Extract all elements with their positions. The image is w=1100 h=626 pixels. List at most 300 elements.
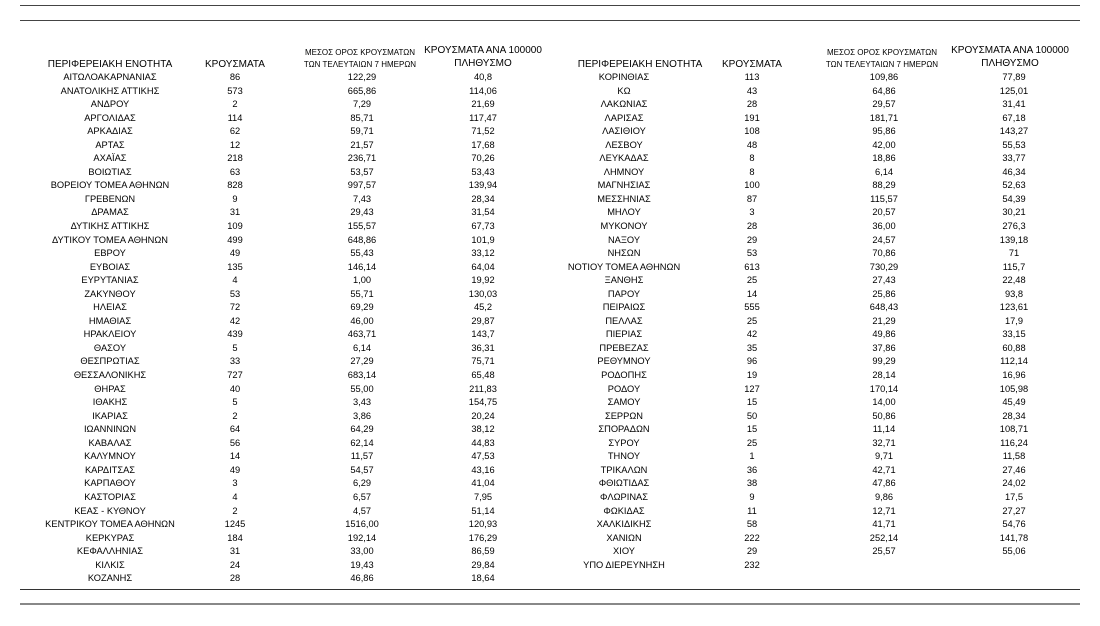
right-cell-per-100k: 52,63 xyxy=(1002,180,1026,191)
right-cell-region: ΠΕΛΛΑΣ xyxy=(605,315,643,326)
left-cell-avg-7d: 7,29 xyxy=(352,99,372,110)
left-cell-cases: 14 xyxy=(229,451,241,462)
right-cell-per-100k: 27,27 xyxy=(1002,505,1026,516)
left-cell-cases: 56 xyxy=(229,437,241,448)
right-header-avg-line1: ΜΕΣΟΣ ΟΡΟΣ ΚΡΟΥΣΜΑΤΩΝ xyxy=(826,48,938,57)
right-cell-avg-7d: 170,14 xyxy=(869,383,899,394)
left-cell-avg-7d: 55,00 xyxy=(350,383,374,394)
right-cell-cases: 9 xyxy=(749,491,755,502)
left-cell-region: ΚΕΦΑΛΛΗΝΙΑΣ xyxy=(76,546,144,557)
left-cell-per-100k: 53,43 xyxy=(471,166,495,177)
right-cell-avg-7d: 21,29 xyxy=(872,315,896,326)
left-cell-cases: 63 xyxy=(229,166,241,177)
right-cell-avg-7d: 20,57 xyxy=(872,207,896,218)
right-table-row xyxy=(0,139,1100,153)
right-cell-avg-7d: 64,86 xyxy=(872,85,896,96)
right-table-row xyxy=(0,301,1100,315)
right-cell-avg-7d: 41,71 xyxy=(872,519,896,530)
left-cell-avg-7d: 665,86 xyxy=(347,85,377,96)
left-cell-per-100k: 29,87 xyxy=(471,315,495,326)
right-cell-per-100k: 125,01 xyxy=(999,85,1029,96)
left-cell-cases: 573 xyxy=(227,85,243,96)
right-cell-avg-7d: 28,14 xyxy=(872,370,896,381)
right-cell-region: ΛΕΣΒΟΥ xyxy=(605,139,643,150)
left-cell-avg-7d: 122,29 xyxy=(347,72,377,82)
left-cell-per-100k: 43,16 xyxy=(471,464,495,475)
right-table-row xyxy=(0,125,1100,139)
right-cell-region: ΦΛΩΡΙΝΑΣ xyxy=(599,491,649,502)
left-cell-per-100k: 67,73 xyxy=(471,221,495,232)
left-cell-cases: 49 xyxy=(229,248,241,259)
right-cell-cases: 15 xyxy=(746,397,758,408)
right-cell-region: ΣΠΟΡΑΔΩΝ xyxy=(598,424,650,435)
right-cell-region: ΠΡΕΒΕΖΑΣ xyxy=(599,342,649,353)
left-cell-cases: 109 xyxy=(227,221,243,232)
left-cell-per-100k: 70,26 xyxy=(471,153,495,164)
right-table-body xyxy=(0,71,1100,572)
left-cell-avg-7d: 463,71 xyxy=(347,329,377,340)
right-cell-region: ΚΟΡΙΝΘΙΑΣ xyxy=(598,72,650,82)
left-cell-per-100k: 75,71 xyxy=(471,356,495,367)
right-cell-avg-7d: 95,86 xyxy=(872,126,896,137)
right-table-row xyxy=(0,545,1100,559)
left-cell-region: ΕΥΡΥΤΑΝΙΑΣ xyxy=(81,275,139,286)
left-cell-avg-7d: 46,00 xyxy=(350,315,374,326)
left-cell-region: ΚΟΖΑΝΗΣ xyxy=(87,573,133,584)
table-bottom-rule xyxy=(20,589,1080,590)
left-cell-cases: 12 xyxy=(229,139,241,150)
right-cell-cases: 108 xyxy=(744,126,760,137)
right-header-region: ΠΕΡΙΦΕΡΕΙΑΚΗ ΕΝΟΤΗΤΑ xyxy=(577,59,703,70)
right-cell-per-100k: 17,9 xyxy=(1004,315,1024,326)
right-cell-per-100k: 28,34 xyxy=(1002,410,1026,421)
right-cell-per-100k: 115,7 xyxy=(1002,261,1026,272)
right-cell-cases: 29 xyxy=(746,546,758,557)
right-cell-cases: 8 xyxy=(749,153,755,164)
left-cell-avg-7d: 7,43 xyxy=(352,193,372,204)
right-cell-avg-7d: 99,29 xyxy=(872,356,896,367)
left-cell-region: ΒΟΡΕΙΟΥ ΤΟΜΕΑ ΑΘΗΝΩΝ xyxy=(50,180,170,191)
right-cell-region: ΛΗΜΝΟΥ xyxy=(603,166,645,177)
left-cell-per-100k: 117,47 xyxy=(469,112,497,123)
right-cell-per-100k: 17,5 xyxy=(1004,491,1024,502)
left-cell-avg-7d: 146,14 xyxy=(347,261,377,272)
left-cell-avg-7d: 55,71 xyxy=(350,288,374,299)
right-cell-avg-7d: 70,86 xyxy=(872,248,896,259)
left-cell-cases: 3 xyxy=(232,478,238,489)
right-cell-per-100k: 46,34 xyxy=(1002,166,1026,177)
right-table-row xyxy=(0,532,1100,546)
left-cell-region: ΘΕΣΠΡΩΤΙΑΣ xyxy=(80,356,140,367)
left-cell-region: ΒΟΙΩΤΙΑΣ xyxy=(88,166,132,177)
left-cell-per-100k: 101,9 xyxy=(471,234,495,245)
left-cell-per-100k: 7,95 xyxy=(473,491,493,502)
left-cell-region: ΑΡΚΑΔΙΑΣ xyxy=(87,126,133,137)
right-cell-region: ΣΥΡΟΥ xyxy=(608,437,640,448)
right-table-row xyxy=(0,464,1100,478)
right-cell-per-100k: 54,76 xyxy=(1002,519,1026,530)
right-cell-region: ΦΩΚΙΔΑΣ xyxy=(603,505,645,516)
left-cell-region: ΚΑΛΥΜΝΟΥ xyxy=(84,451,136,462)
left-cell-cases: 184 xyxy=(227,532,243,543)
right-table-row xyxy=(0,315,1100,329)
right-cell-avg-7d: 25,86 xyxy=(872,288,896,299)
left-cell-region: ΔΥΤΙΚΟΥ ΤΟΜΕΑ ΑΘΗΝΩΝ xyxy=(51,234,169,245)
left-cell-cases: 114 xyxy=(227,112,243,123)
left-cell-avg-7d: 69,29 xyxy=(350,302,374,313)
right-cell-cases: 96 xyxy=(746,356,758,367)
right-cell-cases: 42 xyxy=(746,329,758,340)
left-cell-avg-7d: 236,71 xyxy=(347,153,377,164)
right-cell-per-100k: 60,88 xyxy=(1002,342,1026,353)
right-cell-avg-7d: 109,86 xyxy=(869,72,899,82)
left-cell-cases: 2 xyxy=(232,410,238,421)
left-cell-per-100k: 211,83 xyxy=(469,383,497,394)
right-table-row xyxy=(0,477,1100,491)
right-cell-cases: 28 xyxy=(746,99,758,110)
right-cell-cases: 100 xyxy=(744,180,760,191)
left-header-avg-line2: ΤΩΝ ΤΕΛΕΥΤΑΙΩΝ 7 ΗΜΕΡΩΝ xyxy=(303,60,417,69)
right-cell-per-100k: 55,06 xyxy=(1002,546,1026,557)
left-cell-region: ΕΒΡΟΥ xyxy=(94,248,126,259)
right-table-row xyxy=(0,423,1100,437)
left-cell-avg-7d: 55,43 xyxy=(350,248,374,259)
left-cell-cases: 86 xyxy=(229,72,241,82)
left-header-region: ΠΕΡΙΦΕΡΕΙΑΚΗ ΕΝΟΤΗΤΑ xyxy=(47,59,173,70)
left-cell-per-100k: 64,04 xyxy=(471,261,495,272)
left-cell-cases: 2 xyxy=(232,505,238,516)
left-cell-avg-7d: 192,14 xyxy=(347,532,377,543)
left-cell-cases: 828 xyxy=(227,180,243,191)
right-cell-avg-7d: 730,29 xyxy=(869,261,899,272)
right-cell-per-100k: 116,24 xyxy=(1000,437,1028,448)
left-cell-per-100k: 31,54 xyxy=(471,207,495,218)
right-header-per100k-line1: ΚΡΟΥΣΜΑΤΑ ΑΝΑ 100000 xyxy=(951,45,1069,56)
right-cell-per-100k: 123,61 xyxy=(999,302,1029,313)
left-cell-per-100k: 33,12 xyxy=(471,248,495,259)
right-cell-region: ΜΕΣΣΗΝΙΑΣ xyxy=(597,193,651,204)
left-header-avg xyxy=(290,48,430,70)
left-cell-avg-7d: 155,57 xyxy=(347,221,377,232)
right-cell-cases: 28 xyxy=(746,221,758,232)
left-cell-per-100k: 86,59 xyxy=(471,546,495,557)
left-cell-region: ΗΜΑΘΙΑΣ xyxy=(88,315,132,326)
left-cell-region: ΙΚΑΡΙΑΣ xyxy=(92,410,128,421)
right-cell-per-100k: 16,96 xyxy=(1002,370,1026,381)
right-cell-avg-7d: 252,14 xyxy=(869,532,899,543)
right-cell-region: ΜΥΚΟΝΟΥ xyxy=(600,221,648,232)
left-cell-region: ΔΥΤΙΚΗΣ ΑΤΤΙΚΗΣ xyxy=(70,221,150,232)
left-cell-region: ΘΑΣΟΥ xyxy=(93,342,127,353)
left-cell-per-100k: 114,06 xyxy=(469,85,497,96)
right-table-row xyxy=(0,518,1100,532)
right-header-per100k xyxy=(945,45,1075,69)
left-cell-per-100k: 45,2 xyxy=(473,302,493,313)
left-cell-per-100k: 47,53 xyxy=(471,451,495,462)
right-cell-cases: 38 xyxy=(746,478,758,489)
left-cell-per-100k: 44,83 xyxy=(471,437,495,448)
left-cell-cases: 40 xyxy=(229,383,241,394)
right-table-row xyxy=(0,193,1100,207)
left-cell-cases: 31 xyxy=(229,207,241,218)
left-cell-per-100k: 51,14 xyxy=(471,505,495,516)
right-cell-avg-7d: 6,14 xyxy=(874,166,894,177)
right-cell-cases: 113 xyxy=(744,72,760,82)
right-cell-cases: 36 xyxy=(746,464,758,475)
right-cell-cases: 14 xyxy=(746,288,758,299)
right-cell-avg-7d: 36,00 xyxy=(872,221,896,232)
left-cell-region: ΙΘΑΚΗΣ xyxy=(92,397,128,408)
right-cell-cases: 8 xyxy=(749,166,755,177)
right-table-row xyxy=(0,328,1100,342)
left-cell-avg-7d: 19,43 xyxy=(350,559,374,570)
left-cell-per-100k: 38,12 xyxy=(471,424,495,435)
right-cell-avg-7d: 37,86 xyxy=(872,342,896,353)
right-cell-cases: 613 xyxy=(744,261,760,272)
right-cell-per-100k: 33,15 xyxy=(1002,329,1026,340)
left-cell-avg-7d: 33,00 xyxy=(350,546,374,557)
right-cell-per-100k: 27,46 xyxy=(1002,464,1026,475)
right-cell-cases: 191 xyxy=(744,112,760,123)
right-cell-avg-7d: 115,57 xyxy=(870,193,898,204)
right-cell-cases: 232 xyxy=(744,559,760,570)
right-cell-per-100k: 77,89 xyxy=(1002,72,1026,82)
page-bottom-rule xyxy=(20,603,1080,605)
left-cell-avg-7d: 1,00 xyxy=(352,275,372,286)
left-cell-region: ΑΝΑΤΟΛΙΚΗΣ ΑΤΤΙΚΗΣ xyxy=(60,85,160,96)
top-rule-1 xyxy=(20,5,1080,6)
right-cell-per-100k: 93,8 xyxy=(1004,288,1024,299)
left-header-per100k-line1: ΚΡΟΥΣΜΑΤΑ ΑΝΑ 100000 xyxy=(424,45,542,56)
left-cell-per-100k: 176,29 xyxy=(468,532,498,543)
left-cell-avg-7d: 62,14 xyxy=(350,437,374,448)
left-cell-region: ΚΙΛΚΙΣ xyxy=(95,559,125,570)
left-cell-avg-7d: 6,14 xyxy=(352,342,372,353)
right-cell-avg-7d: 50,86 xyxy=(872,410,896,421)
left-cell-cases: 135 xyxy=(227,261,243,272)
left-cell-cases: 72 xyxy=(229,302,241,313)
left-cell-avg-7d: 64,29 xyxy=(350,424,374,435)
left-cell-region: ΙΩΑΝΝΙΝΩΝ xyxy=(83,424,137,435)
right-cell-per-100k: 143,27 xyxy=(999,126,1029,137)
left-cell-avg-7d: 21,57 xyxy=(350,139,374,150)
right-cell-region: ΜΑΓΝΗΣΙΑΣ xyxy=(597,180,651,191)
right-cell-cases: 35 xyxy=(746,342,758,353)
left-cell-cases: 218 xyxy=(227,153,243,164)
left-cell-cases: 28 xyxy=(229,573,241,584)
left-cell-avg-7d: 54,57 xyxy=(350,464,374,475)
right-cell-region: ΡΕΘΥΜΝΟΥ xyxy=(597,356,651,367)
left-cell-cases: 24 xyxy=(229,559,241,570)
left-cell-per-100k: 154,75 xyxy=(468,397,498,408)
left-cell-avg-7d: 27,29 xyxy=(350,356,374,367)
left-header-per100k xyxy=(418,45,548,69)
right-cell-cases: 222 xyxy=(744,532,760,543)
right-cell-avg-7d: 9,86 xyxy=(874,491,894,502)
right-cell-per-100k: 67,18 xyxy=(1002,112,1026,123)
right-cell-per-100k: 24,02 xyxy=(1002,478,1026,489)
right-table-row xyxy=(0,98,1100,112)
right-table-row xyxy=(0,85,1100,99)
right-cell-avg-7d: 648,43 xyxy=(869,302,899,313)
right-cell-region: ΛΑΚΩΝΙΑΣ xyxy=(600,99,648,110)
left-cell-avg-7d: 85,71 xyxy=(350,112,374,123)
right-cell-per-100k: 276,3 xyxy=(1002,221,1026,232)
right-cell-region: ΤΗΝΟΥ xyxy=(607,451,641,462)
left-cell-per-100k: 20,24 xyxy=(471,410,495,421)
right-cell-region: ΧΑΛΚΙΔΙΚΗΣ xyxy=(596,519,652,530)
right-table-row xyxy=(0,505,1100,519)
left-cell-avg-7d: 683,14 xyxy=(347,370,377,381)
right-cell-region: ΠΕΙΡΑΙΩΣ xyxy=(602,302,646,313)
right-cell-per-100k: 141,78 xyxy=(999,532,1029,543)
right-cell-avg-7d: 12,71 xyxy=(872,505,896,516)
right-cell-avg-7d: 42,00 xyxy=(872,139,896,150)
left-cell-avg-7d: 11,57 xyxy=(350,451,374,462)
right-table-row xyxy=(0,112,1100,126)
right-table-row xyxy=(0,369,1100,383)
right-cell-avg-7d: 11,14 xyxy=(872,424,896,435)
left-cell-cases: 439 xyxy=(227,329,243,340)
left-cell-per-100k: 29,84 xyxy=(471,559,495,570)
left-cell-cases: 42 xyxy=(229,315,241,326)
right-cell-region: ΦΘΙΩΤΙΔΑΣ xyxy=(598,478,650,489)
right-table-row xyxy=(0,396,1100,410)
left-cell-avg-7d: 3,86 xyxy=(352,410,372,421)
right-cell-cases: 3 xyxy=(749,207,755,218)
left-cell-region: ΑΡΓΟΛΙΔΑΣ xyxy=(84,112,136,123)
right-cell-per-100k: 139,18 xyxy=(999,234,1029,245)
right-cell-cases: 50 xyxy=(746,410,758,421)
left-cell-per-100k: 130,03 xyxy=(468,288,498,299)
right-table-row xyxy=(0,206,1100,220)
left-cell-region: ΑΙΤΩΛΟΑΚΑΡΝΑΝΙΑΣ xyxy=(63,72,157,82)
right-cell-region: ΝΗΣΩΝ xyxy=(607,248,641,259)
right-cell-cases: 43 xyxy=(746,85,758,96)
left-cell-avg-7d: 648,86 xyxy=(347,234,377,245)
right-cell-region: ΤΡΙΚΑΛΩΝ xyxy=(600,464,648,475)
left-cell-avg-7d: 997,57 xyxy=(347,180,377,191)
right-cell-per-100k: 71 xyxy=(1008,248,1020,259)
right-cell-region: ΛΕΥΚΑΔΑΣ xyxy=(599,153,649,164)
right-cell-avg-7d: 49,86 xyxy=(872,329,896,340)
right-cell-region: ΠΙΕΡΙΑΣ xyxy=(605,329,643,340)
right-cell-region: ΛΑΣΙΘΙΟΥ xyxy=(602,126,646,137)
left-cell-avg-7d: 46,86 xyxy=(350,573,374,584)
right-table-row xyxy=(0,234,1100,248)
left-cell-region: ΘΗΡΑΣ xyxy=(94,383,126,394)
right-table-row xyxy=(0,342,1100,356)
left-cell-avg-7d: 4,57 xyxy=(352,505,372,516)
left-cell-region: ΑΡΤΑΣ xyxy=(95,139,125,150)
left-cell-region: ΖΑΚΥΝΘΟΥ xyxy=(84,288,136,299)
right-cell-cases: 53 xyxy=(746,248,758,259)
right-cell-cases: 1 xyxy=(749,451,755,462)
left-cell-cases: 5 xyxy=(232,397,238,408)
right-table-row xyxy=(0,355,1100,369)
left-cell-region: ΗΡΑΚΛΕΙΟΥ xyxy=(83,329,137,340)
right-table-row xyxy=(0,410,1100,424)
left-cell-region: ΚΑΒΑΛΑΣ xyxy=(88,437,132,448)
right-table-row xyxy=(0,450,1100,464)
left-cell-per-100k: 40,8 xyxy=(473,72,493,82)
right-table-row xyxy=(0,491,1100,505)
right-cell-cases: 11 xyxy=(747,505,757,516)
left-cell-cases: 499 xyxy=(227,234,243,245)
right-cell-per-100k: 22,48 xyxy=(1002,275,1026,286)
right-table-row xyxy=(0,247,1100,261)
right-cell-per-100k: 108,71 xyxy=(999,424,1029,435)
left-cell-cases: 5 xyxy=(232,342,238,353)
right-cell-cases: 48 xyxy=(746,139,758,150)
right-cell-region: ΣΑΜΟΥ xyxy=(607,397,641,408)
right-cell-cases: 25 xyxy=(746,275,758,286)
left-cell-region: ΚΕΝΤΡΙΚΟΥ ΤΟΜΕΑ ΑΘΗΝΩΝ xyxy=(45,519,175,530)
left-cell-cases: 9 xyxy=(232,193,238,204)
right-table-row xyxy=(0,559,1100,573)
left-cell-avg-7d: 6,29 xyxy=(352,478,372,489)
left-cell-region: ΓΡΕΒΕΝΩΝ xyxy=(84,193,136,204)
right-cell-region: ΡΟΔΟΠΗΣ xyxy=(601,370,647,381)
right-cell-per-100k: 45,49 xyxy=(1002,397,1026,408)
right-table-row xyxy=(0,383,1100,397)
left-cell-per-100k: 143,7 xyxy=(471,329,495,340)
right-cell-cases: 25 xyxy=(746,315,758,326)
right-cell-cases: 555 xyxy=(744,302,760,313)
left-cell-cases: 4 xyxy=(232,275,238,286)
left-table-row xyxy=(0,572,550,586)
right-table-row xyxy=(0,261,1100,275)
left-cell-avg-7d: 6,57 xyxy=(352,491,372,502)
left-cell-cases: 1245 xyxy=(224,519,246,530)
right-cell-region: ΞΑΝΘΗΣ xyxy=(604,275,644,286)
right-table-row xyxy=(0,437,1100,451)
right-cell-region: ΧΑΝΙΩΝ xyxy=(606,532,642,543)
left-cell-region: ΚΑΡΠΑΘΟΥ xyxy=(84,478,136,489)
right-cell-cases: 87 xyxy=(746,193,758,204)
left-cell-avg-7d: 1516,00 xyxy=(345,519,379,530)
right-cell-avg-7d: 29,57 xyxy=(872,99,896,110)
right-cell-region: ΠΑΡΟΥ xyxy=(607,288,641,299)
right-cell-cases: 19 xyxy=(746,370,758,381)
left-header-cases: ΚΡΟΥΣΜΑΤΑ xyxy=(205,59,265,70)
right-cell-avg-7d: 24,57 xyxy=(872,234,896,245)
right-cell-per-100k: 11,58 xyxy=(1002,451,1026,462)
left-cell-region: ΑΧΑΪΑΣ xyxy=(93,153,127,164)
left-cell-per-100k: 120,93 xyxy=(468,519,498,530)
left-cell-cases: 62 xyxy=(229,126,241,137)
right-cell-cases: 15 xyxy=(746,424,758,435)
right-cell-avg-7d: 25,57 xyxy=(872,546,896,557)
left-cell-region: ΚΕΑΣ - ΚΥΘΝΟΥ xyxy=(74,505,146,516)
left-cell-cases: 49 xyxy=(229,464,241,475)
right-cell-cases: 25 xyxy=(746,437,758,448)
right-cell-avg-7d: 181,71 xyxy=(869,112,899,123)
right-cell-per-100k: 30,21 xyxy=(1002,207,1026,218)
right-cell-per-100k: 105,98 xyxy=(999,383,1029,394)
left-cell-per-100k: 41,04 xyxy=(471,478,495,489)
right-cell-per-100k: 54,39 xyxy=(1002,193,1026,204)
right-cell-region: ΥΠΟ ΔΙΕΡΕΥΝΗΣΗ xyxy=(583,559,665,570)
top-rule-2 xyxy=(20,20,1080,21)
right-table-row xyxy=(0,220,1100,234)
right-cell-cases: 29 xyxy=(746,234,758,245)
right-cell-cases: 58 xyxy=(746,519,758,530)
left-cell-cases: 33 xyxy=(229,356,241,367)
left-cell-cases: 64 xyxy=(229,424,241,435)
left-cell-cases: 727 xyxy=(227,370,243,381)
left-cell-per-100k: 65,48 xyxy=(471,370,495,381)
